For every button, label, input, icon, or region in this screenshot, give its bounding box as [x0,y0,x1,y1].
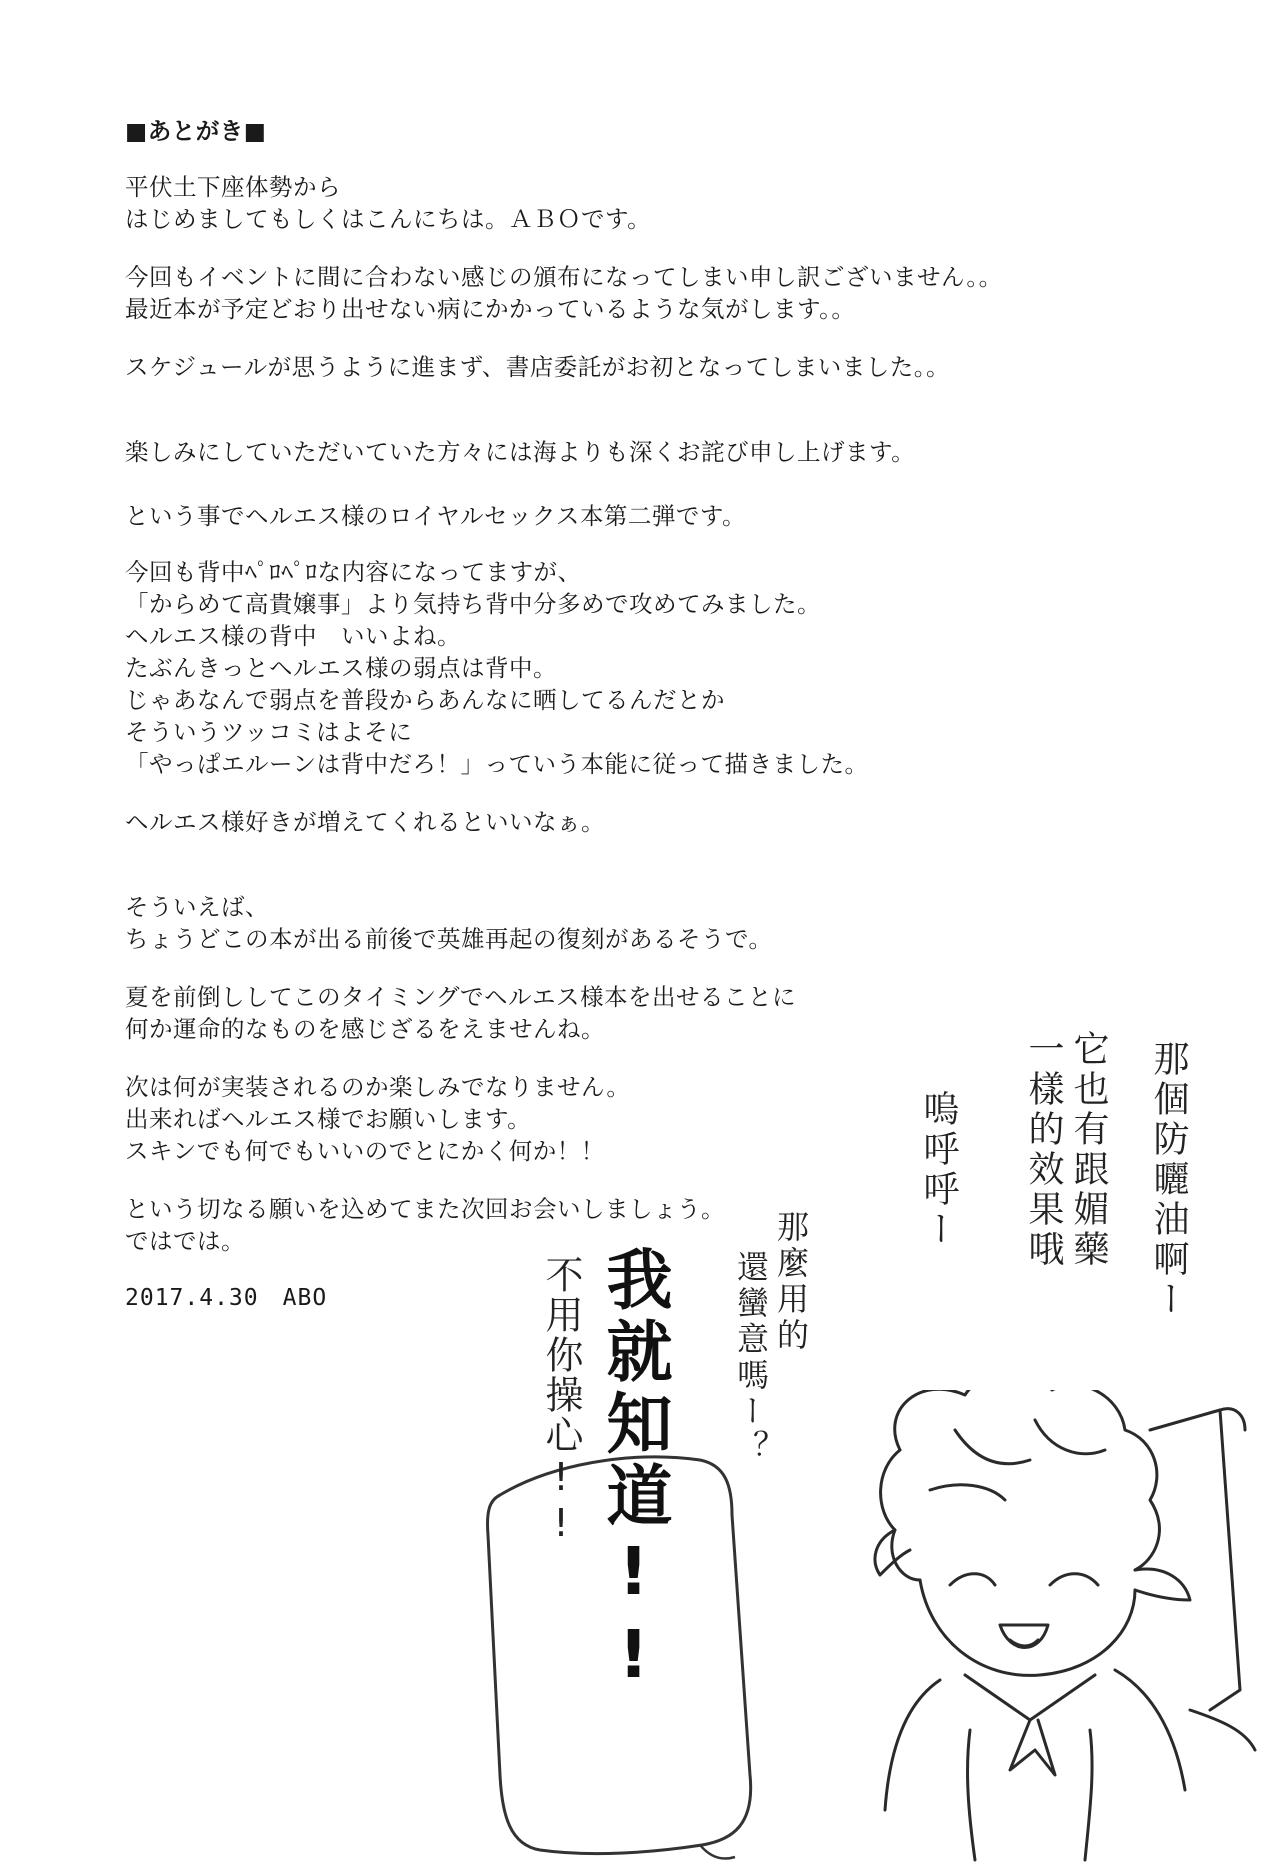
sketch-dialogue: 還蠻意嗎ー？ [732,1250,770,1466]
afterword-line: という切なる願いを込めてまた次回お会いしましょう。 [125,1195,725,1223]
afterword-line: はじめましてもしくはこんにちは。ＡＢＯです。 [125,205,652,233]
afterword-line: そういうツッコミはよそに [125,718,413,746]
afterword-line: 夏を前倒ししてこのタイミングでヘルエス様本を出せることに [125,983,797,1011]
afterword-line: スケジュールが思うように進まず、書店委託がお初となってしまいました。。 [125,353,950,381]
afterword-line: そういえば、 [125,893,269,921]
sketch-dialogue: 嗚呼呼ー [918,1090,959,1250]
afterword-heading: ■あとがき■ [125,117,267,145]
sketch-dialogue: 它也有跟媚藥 [1068,1030,1109,1270]
afterword-line: 「からめて高貴嬢事」より気持ち背中分多めで攻めてみました。 [125,590,821,618]
sketch-dialogue: 一樣的效果哦 [1023,1030,1064,1270]
sketch-dialogue: 那麼用的 [772,1210,810,1354]
sketch-dialogue: 我就知道!! [595,1245,672,1699]
afterword-line: という事でヘルエス様のロイヤルセックス本第二弾です。 [125,502,746,530]
afterword-signature: 2017.4.30 ABO [125,1285,328,1311]
afterword-line: ヘルエス様の背中 いいよね。 [125,622,461,650]
sketch-dialogue: 那個防曬油啊ー [1148,1040,1189,1320]
chibi-character-sketch [790,1390,1260,1870]
afterword-line: ちょうどこの本が出る前後で英雄再起の復刻があるそうで。 [125,925,773,953]
afterword-line: 今回もイベントに間に合わない感じの頒布になってしまい申し訳ございません。。 [125,263,1003,291]
afterword-line: 今回も背中ﾍﾟﾛﾍﾟﾛな内容になってますが、 [125,558,582,586]
afterword-line: 最近本が予定どおり出せない病にかかっているような気がします。。 [125,295,856,323]
afterword-line: 何か運命的なものを感じざるをえませんね。 [125,1015,605,1043]
afterword-line: じゃあなんで弱点を普段からあんなに晒してるんだとか [125,686,725,714]
afterword-line: スキンでも何でもいいのでとにかく何か！！ [125,1137,605,1165]
afterword-line: 次は何が実装されるのか楽しみでなりません。 [125,1073,631,1101]
afterword-line: 「やっぱエルーンは背中だろ！」っていう本能に従って描きました。 [125,750,869,778]
afterword-line: たぶんきっとヘルエス様の弱点は背中。 [125,654,557,682]
afterword-line: 出来ればヘルエス様でお願いします。 [125,1105,532,1133]
afterword-line: 楽しみにしていただいていた方々には海よりも深くお詫び申し上げます。 [125,438,916,466]
afterword-line: ではでは。 [125,1227,245,1255]
afterword-line: 平伏土下座体勢から [125,173,341,201]
sketch-dialogue: 不用你操心!! [539,1255,583,1547]
afterword-line: ヘルエス様好きが増えてくれるといいなぁ。 [125,808,605,836]
